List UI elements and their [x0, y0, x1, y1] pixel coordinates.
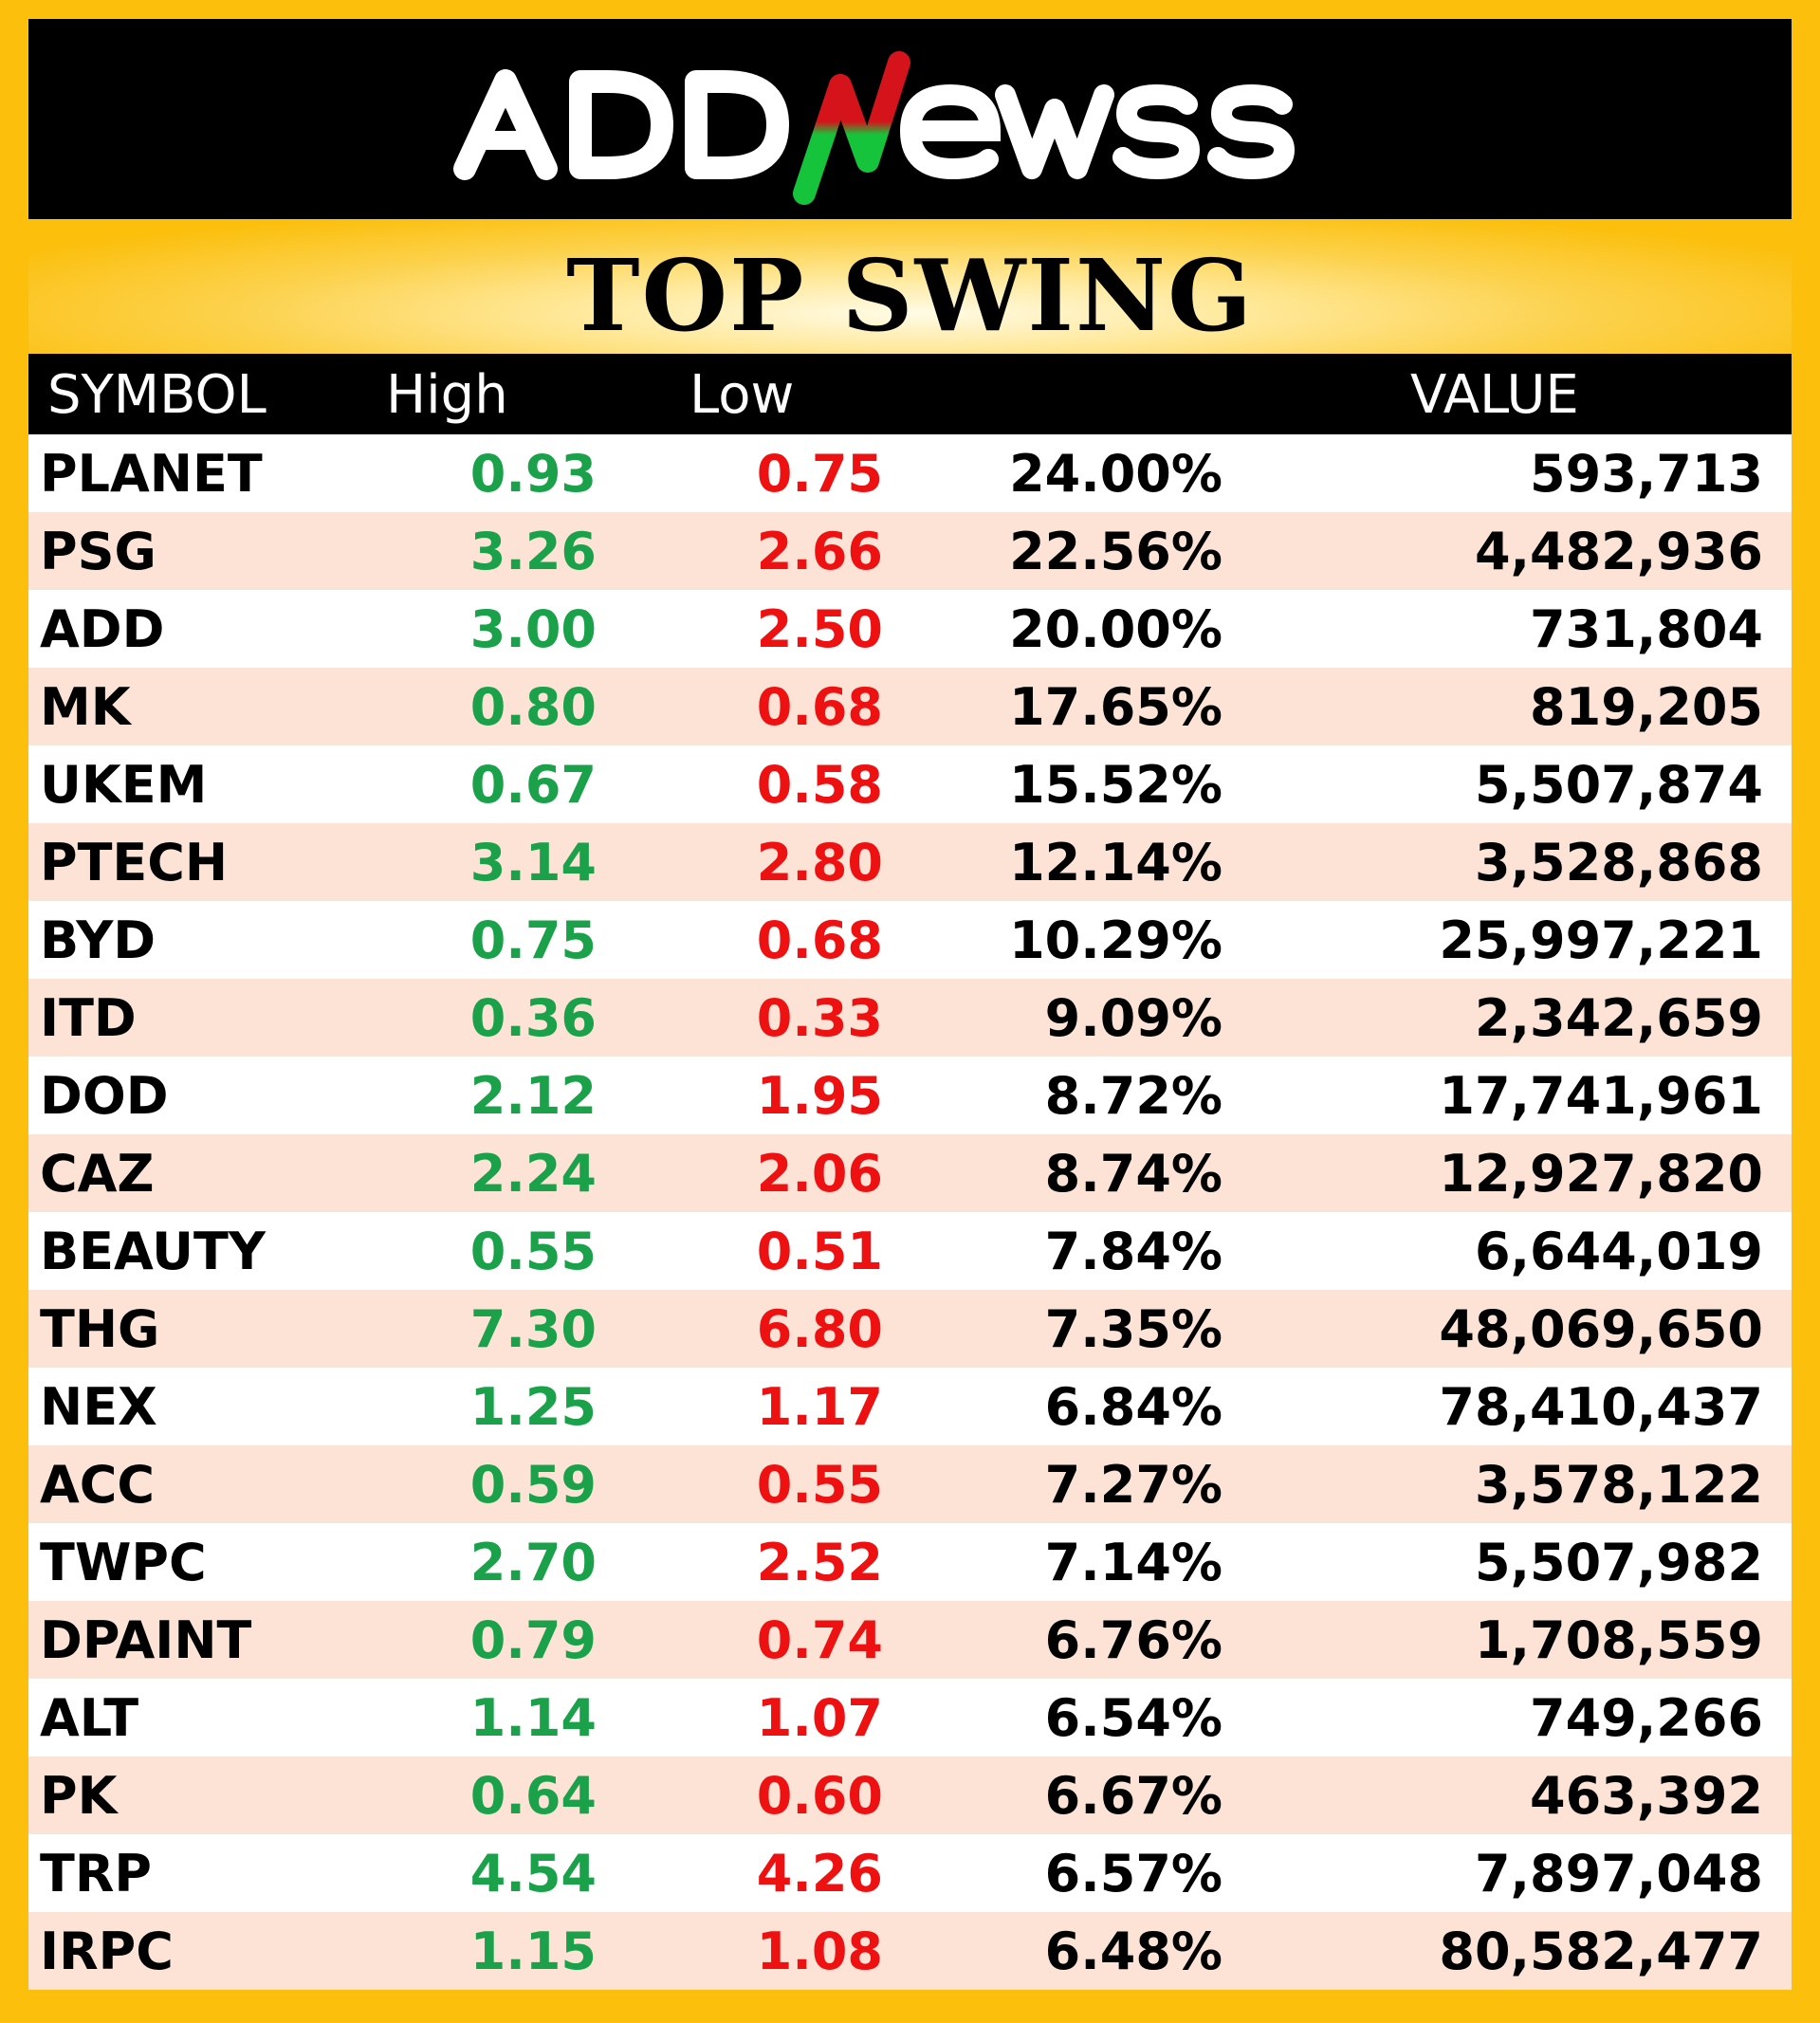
cell-symbol: NEX [40, 1377, 157, 1437]
cell-high: 0.55 [469, 1222, 597, 1281]
cell-low: 0.74 [756, 1610, 883, 1670]
table-row [28, 1134, 1792, 1212]
cell-symbol: THG [40, 1299, 160, 1359]
cell-pct: 6.76% [1044, 1610, 1223, 1670]
cell-low: 0.33 [756, 988, 883, 1048]
cell-high: 0.75 [469, 910, 597, 970]
cell-low: 2.50 [756, 599, 883, 659]
cell-value: 12,927,820 [1439, 1144, 1763, 1204]
page-title: TOP SWING [566, 236, 1254, 354]
table-header [28, 354, 1792, 434]
cell-high: 2.12 [469, 1066, 597, 1126]
cell-value: 48,069,650 [1439, 1299, 1763, 1359]
cell-symbol: DOD [40, 1066, 169, 1126]
cell-low: 1.17 [756, 1377, 883, 1437]
cell-high: 1.25 [469, 1377, 597, 1437]
cell-low: 1.07 [756, 1688, 883, 1748]
cell-low: 6.80 [756, 1299, 883, 1359]
cell-pct: 24.00% [1009, 444, 1223, 504]
cell-low: 1.95 [756, 1066, 883, 1126]
cell-symbol: ADD [40, 599, 165, 659]
cell-low: 2.80 [756, 833, 883, 892]
cell-low: 0.75 [756, 444, 883, 504]
table-row [28, 1912, 1792, 1990]
table-row [28, 590, 1792, 668]
table-row [28, 901, 1792, 979]
cell-pct: 9.09% [1044, 988, 1223, 1048]
table-row [28, 745, 1792, 823]
cell-value: 731,804 [1530, 599, 1763, 659]
table-row [28, 512, 1792, 590]
table-row [28, 1834, 1792, 1912]
cell-value: 3,528,868 [1474, 833, 1763, 892]
cell-high: 1.15 [469, 1922, 597, 1981]
cell-high: 0.67 [469, 755, 597, 815]
cell-pct: 6.84% [1044, 1377, 1223, 1437]
cell-low: 4.26 [756, 1844, 883, 1903]
cell-pct: 10.29% [1009, 910, 1223, 970]
header-low: Low [689, 364, 795, 426]
table-row [28, 1679, 1792, 1756]
table-row [28, 434, 1792, 512]
cell-symbol: ALT [40, 1688, 139, 1748]
cell-value: 2,342,659 [1474, 988, 1763, 1048]
header-value: VALUE [1410, 364, 1579, 426]
cell-high: 0.80 [469, 677, 597, 737]
cell-high: 0.64 [469, 1766, 597, 1826]
cell-pct: 8.74% [1044, 1144, 1223, 1204]
cell-pct: 7.84% [1044, 1222, 1223, 1281]
cell-low: 2.06 [756, 1144, 883, 1204]
cell-low: 0.51 [756, 1222, 883, 1281]
title-band [28, 219, 1792, 354]
cell-pct: 6.67% [1044, 1766, 1223, 1826]
cell-pct: 12.14% [1009, 833, 1223, 892]
cell-value: 17,741,961 [1439, 1066, 1763, 1126]
cell-value: 5,507,982 [1474, 1533, 1763, 1592]
cell-symbol: TRP [40, 1844, 152, 1903]
cell-high: 3.00 [469, 599, 597, 659]
cell-symbol: CAZ [40, 1144, 155, 1204]
cell-pct: 6.54% [1044, 1688, 1223, 1748]
cell-pct: 22.56% [1009, 522, 1223, 581]
cell-low: 0.68 [756, 910, 883, 970]
table-row [28, 1057, 1792, 1134]
header-symbol: SYMBOL [47, 364, 267, 426]
cell-high: 2.24 [469, 1144, 597, 1204]
cell-value: 3,578,122 [1474, 1455, 1763, 1515]
cell-value: 819,205 [1530, 677, 1763, 737]
cell-pct: 7.27% [1044, 1455, 1223, 1515]
cell-low: 2.66 [756, 522, 883, 581]
cell-low: 0.60 [756, 1766, 883, 1826]
cell-high: 4.54 [469, 1844, 597, 1903]
cell-symbol: BYD [40, 910, 156, 970]
cell-pct: 20.00% [1009, 599, 1223, 659]
cell-high: 7.30 [469, 1299, 597, 1359]
cell-pct: 7.14% [1044, 1533, 1223, 1592]
cell-value: 25,997,221 [1439, 910, 1763, 970]
cell-low: 1.08 [756, 1922, 883, 1981]
table-row [28, 823, 1792, 901]
cell-pct: 8.72% [1044, 1066, 1223, 1126]
table-row [28, 1756, 1792, 1834]
cell-symbol: UKEM [40, 755, 208, 815]
table-row [28, 1445, 1792, 1523]
cell-symbol: PSG [40, 522, 156, 581]
table-row [28, 1368, 1792, 1445]
cell-high: 3.14 [469, 833, 597, 892]
header-high: High [386, 364, 508, 426]
table-row [28, 1212, 1792, 1290]
cell-symbol: DPAINT [40, 1610, 252, 1670]
cell-low: 2.52 [756, 1533, 883, 1592]
cell-symbol: BEAUTY [40, 1222, 266, 1281]
cell-high: 0.93 [469, 444, 597, 504]
cell-pct: 6.57% [1044, 1844, 1223, 1903]
cell-symbol: PLANET [40, 444, 263, 504]
cell-value: 4,482,936 [1474, 522, 1763, 581]
cell-symbol: ACC [40, 1455, 156, 1515]
cell-symbol: TWPC [40, 1533, 207, 1592]
cell-symbol: IRPC [40, 1922, 174, 1981]
cell-symbol: MK [40, 677, 131, 737]
cell-value: 7,897,048 [1474, 1844, 1763, 1903]
cell-pct: 7.35% [1044, 1299, 1223, 1359]
cell-value: 5,507,874 [1474, 755, 1763, 815]
cell-high: 2.70 [469, 1533, 597, 1592]
cell-value: 80,582,477 [1439, 1922, 1763, 1981]
cell-pct: 6.48% [1044, 1922, 1223, 1981]
cell-pct: 17.65% [1009, 677, 1223, 737]
cell-value: 6,644,019 [1474, 1222, 1763, 1281]
top-swing-table [28, 354, 1792, 1990]
cell-value: 593,713 [1530, 444, 1763, 504]
cell-high: 1.14 [469, 1688, 597, 1748]
header-banner [28, 19, 1792, 219]
cell-pct: 15.52% [1009, 755, 1223, 815]
cell-low: 0.68 [756, 677, 883, 737]
table-row [28, 1290, 1792, 1368]
cell-high: 3.26 [469, 522, 597, 581]
table-row [28, 1523, 1792, 1601]
cell-value: 1,708,559 [1474, 1610, 1763, 1670]
addnewss-logo [28, 19, 1792, 219]
cell-value: 749,266 [1530, 1688, 1763, 1748]
cell-symbol: PTECH [40, 833, 229, 892]
cell-low: 0.58 [756, 755, 883, 815]
cell-high: 0.79 [469, 1610, 597, 1670]
cell-value: 78,410,437 [1439, 1377, 1763, 1437]
table-row [28, 668, 1792, 745]
table-row [28, 979, 1792, 1057]
cell-high: 0.36 [469, 988, 597, 1048]
cell-value: 463,392 [1530, 1766, 1763, 1826]
cell-high: 0.59 [469, 1455, 597, 1515]
cell-symbol: PK [40, 1766, 118, 1826]
cell-low: 0.55 [756, 1455, 883, 1515]
cell-symbol: ITD [40, 988, 137, 1048]
table-row [28, 1601, 1792, 1679]
